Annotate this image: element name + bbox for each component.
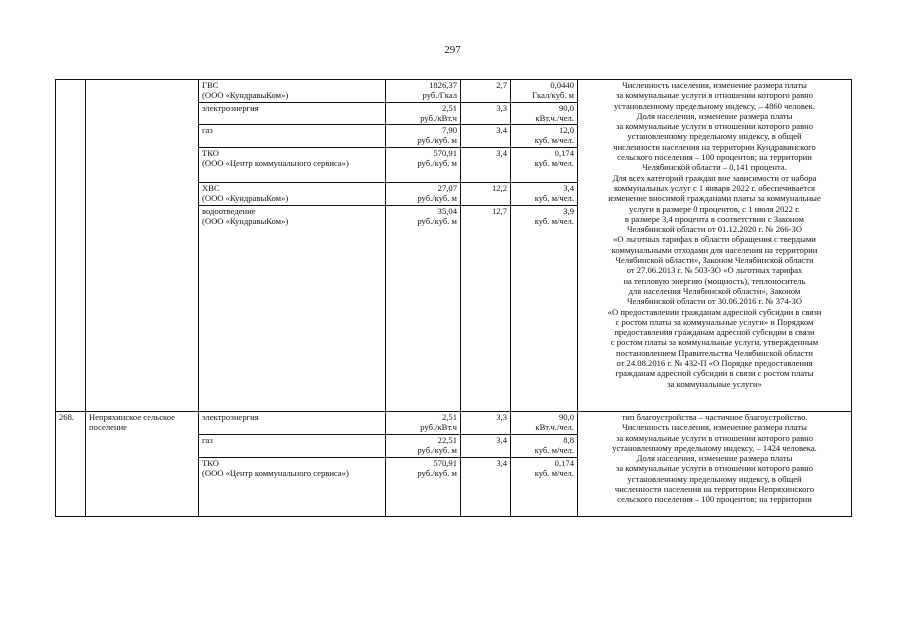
description-line: услуги в размере 0 процентов, с 1 июля 2022 г. <box>629 203 800 214</box>
description-line: предоставления гражданам адресной субсидии в связи <box>614 327 815 338</box>
row-number: 268. <box>56 412 86 517</box>
limit-value: 3,9 <box>563 206 574 216</box>
service-name: ТКО <box>202 458 219 468</box>
tariff-cell <box>386 206 461 412</box>
limit-unit: кВт.ч./чел. <box>535 422 574 433</box>
limit-value: 3,4 <box>563 183 574 193</box>
description-line: установленному предельному индексу, – 4860 человек. <box>614 100 815 111</box>
service-cell <box>199 103 386 125</box>
table-row <box>56 80 852 103</box>
service-provider: (ООО «КундравыКом») <box>202 193 289 204</box>
tariff-unit: руб./кВт.ч <box>420 422 457 433</box>
service-cell <box>199 458 386 517</box>
tariff-cell <box>386 458 461 517</box>
limit-cell <box>511 412 578 435</box>
description-line: для населения Челябинской области», Законом <box>628 285 801 296</box>
tariff-value: 27,07 <box>437 183 457 193</box>
description-line: тип благоустройства – частичное благоустройство. <box>621 412 808 422</box>
index-value: 3,3 <box>461 103 511 125</box>
limit-unit: куб. м/чел. <box>534 216 574 227</box>
description-line: Численность населения, изменение размера платы <box>622 80 807 90</box>
limit-unit: куб. м/чел. <box>534 445 574 456</box>
tariff-value: 2,51 <box>441 103 457 113</box>
service-cell <box>199 435 386 458</box>
limit-unit: Гкал/куб. м <box>532 90 574 101</box>
limit-unit: кВт.ч./чел. <box>535 113 574 124</box>
index-value: 12,7 <box>461 206 511 412</box>
index-value: 12,2 <box>461 183 511 206</box>
municipality-name: Непряхинское сельское поселение <box>86 412 199 517</box>
index-value: 3,4 <box>461 148 511 183</box>
description-cell <box>578 412 852 517</box>
description-line: с ростом платы за коммунальные услуги, утвержденным <box>610 337 819 348</box>
tariff-value: 35,04 <box>437 206 457 216</box>
description-line: установленному предельному индексу, в общей <box>627 131 802 142</box>
description-line: коммунальных услуг с 1 января 2022 г. обеспечивается <box>614 182 815 193</box>
service-provider: (ООО «Центр коммунального сервиса») <box>202 158 349 169</box>
limit-unit: куб. м/чел. <box>534 135 574 146</box>
tariff-cell <box>386 183 461 206</box>
tariff-cell <box>386 80 461 103</box>
service-cell <box>199 183 386 206</box>
limit-cell <box>511 206 578 412</box>
description-line: за коммунальные услуги в отношении которого равно <box>615 463 814 474</box>
service-provider: (ООО «Центр коммунального сервиса») <box>202 468 349 479</box>
description-line: Для всех категорий граждан вне зависимости от набора <box>612 172 817 183</box>
description-line: «О предоставлении гражданам адресной субсидии в связи <box>607 306 822 317</box>
service-name: газ <box>202 125 213 135</box>
tariff-value: 2,51 <box>441 412 457 422</box>
limit-cell <box>511 435 578 458</box>
tariff-unit: руб./куб. м <box>417 135 457 146</box>
description-line: Численность населения, изменение размера платы <box>622 422 807 433</box>
tariff-table <box>55 79 852 517</box>
tariff-value: 7,90 <box>441 125 457 135</box>
description-line: от 27.06.2013 г. № 503-ЗО «О льготных тарифах <box>626 265 803 276</box>
index-value: 2,7 <box>461 80 511 103</box>
tariff-unit: руб./куб. м <box>417 193 457 204</box>
limit-value: 8,8 <box>563 435 574 445</box>
service-cell <box>199 206 386 412</box>
tariff-value: 570,91 <box>433 148 457 158</box>
service-name: водоотведение <box>202 206 256 216</box>
limit-value: 0,174 <box>554 458 574 468</box>
tariff-unit: руб./куб. м <box>417 445 457 456</box>
description-line: на тепловую энергию (мощность), теплоноситель <box>623 275 806 286</box>
description-cell <box>578 80 852 412</box>
limit-value: 0,0440 <box>550 80 574 90</box>
limit-value: 0,174 <box>554 148 574 158</box>
service-name: электроэнергия <box>202 103 259 113</box>
limit-unit: куб. м/чел. <box>534 468 574 479</box>
index-value: 3,4 <box>461 125 511 148</box>
description-line: за коммунальные услуги в отношении которого равно <box>615 121 814 132</box>
description-line: сельского поселения – 100 процентов; на территории <box>617 494 812 505</box>
service-provider: (ООО «КундравыКом») <box>202 90 289 101</box>
service-name: ТКО <box>202 148 219 158</box>
description-line: за коммунальные услуги в отношении которого равно <box>615 432 814 443</box>
description-line: установленному предельному индексу, – 1424 человека. <box>612 442 817 453</box>
tariff-value: 22,51 <box>437 435 457 445</box>
tariff-value: 570,91 <box>433 458 457 468</box>
limit-cell <box>511 125 578 148</box>
description-line: постановлением Правительства Челябинской области <box>616 347 813 358</box>
service-cell <box>199 125 386 148</box>
tariff-unit: руб./куб. м <box>417 216 457 227</box>
description-line: сельского поселения – 100 процентов; на территории <box>617 152 812 163</box>
description-line: от 24.08.2016 г. № 432-П «О Порядке предоставления <box>616 358 813 369</box>
description-line: Челябинской области от 30.06.2016 г. № 374-ЗО <box>626 296 803 307</box>
description-line: коммунальными отходами для населения на территории <box>611 244 818 255</box>
description-line: численности населения на территории Кундравинского <box>613 141 816 152</box>
tariff-unit: руб./Гкал <box>422 90 457 101</box>
limit-cell <box>511 183 578 206</box>
service-cell <box>199 148 386 183</box>
description-line: Доля населения, изменение размера платы <box>636 453 793 464</box>
description-line: численности населения на территории Непряхинского <box>614 484 815 495</box>
limit-value: 90,0 <box>558 103 574 113</box>
description-line: в размере 3,4 процента в соответствии с Законом <box>624 213 805 224</box>
tariff-cell <box>386 103 461 125</box>
service-cell <box>199 412 386 435</box>
tariff-cell <box>386 412 461 435</box>
service-name: электроэнергия <box>202 412 259 422</box>
tariff-unit: руб./куб. м <box>417 468 457 479</box>
limit-cell <box>511 458 578 517</box>
index-value: 3,4 <box>461 435 511 458</box>
limit-unit: куб. м/чел. <box>534 158 574 169</box>
description-line: Челябинской области – 0,141 процента. <box>642 162 787 173</box>
tariff-cell <box>386 148 461 183</box>
limit-value: 90,0 <box>558 412 574 422</box>
tariff-value: 1826,37 <box>429 80 457 90</box>
limit-unit: куб. м/чел. <box>534 193 574 204</box>
tariff-unit: руб./кВт.ч <box>420 113 457 124</box>
description-line: за коммунальные услуги» <box>667 378 762 389</box>
limit-cell <box>511 103 578 125</box>
tariff-unit: руб./куб. м <box>417 158 457 169</box>
description-line: Челябинской области от 01.12.2020 г. № 266-ЗО <box>626 224 803 235</box>
index-value: 3,4 <box>461 458 511 517</box>
limit-cell <box>511 80 578 103</box>
description-line: за коммунальные услуги в отношении которого равно <box>615 90 814 101</box>
description-line: Челябинской области», Законом Челябинской области <box>615 255 814 266</box>
tariff-cell <box>386 435 461 458</box>
description-line: «О льготных тарифах в области обращения с твердыми <box>613 234 816 245</box>
service-provider: (ООО «КундравыКом») <box>202 216 289 227</box>
description-line: установленному предельному индексу, в общей <box>627 473 802 484</box>
municipality-name <box>86 80 199 412</box>
description-line: с ростом платы за коммунальные услуги» и Порядком <box>615 316 814 327</box>
service-name: ХВС <box>202 183 220 193</box>
service-name: газ <box>202 435 213 445</box>
row-number <box>56 80 86 412</box>
limit-cell <box>511 148 578 183</box>
description-line: гражданам адресной субсидии в связи с ростом платы <box>615 368 814 379</box>
tariff-cell <box>386 125 461 148</box>
limit-value: 12,0 <box>558 125 574 135</box>
index-value: 3,3 <box>461 412 511 435</box>
page-number: 297 <box>444 44 461 56</box>
table-row <box>56 412 852 435</box>
service-cell <box>199 80 386 103</box>
description-line: Доля населения, изменение размера платы <box>636 110 793 121</box>
service-name: ГВС <box>202 80 219 90</box>
description-line: изменение вносимой гражданами платы за коммунальные <box>608 193 821 204</box>
